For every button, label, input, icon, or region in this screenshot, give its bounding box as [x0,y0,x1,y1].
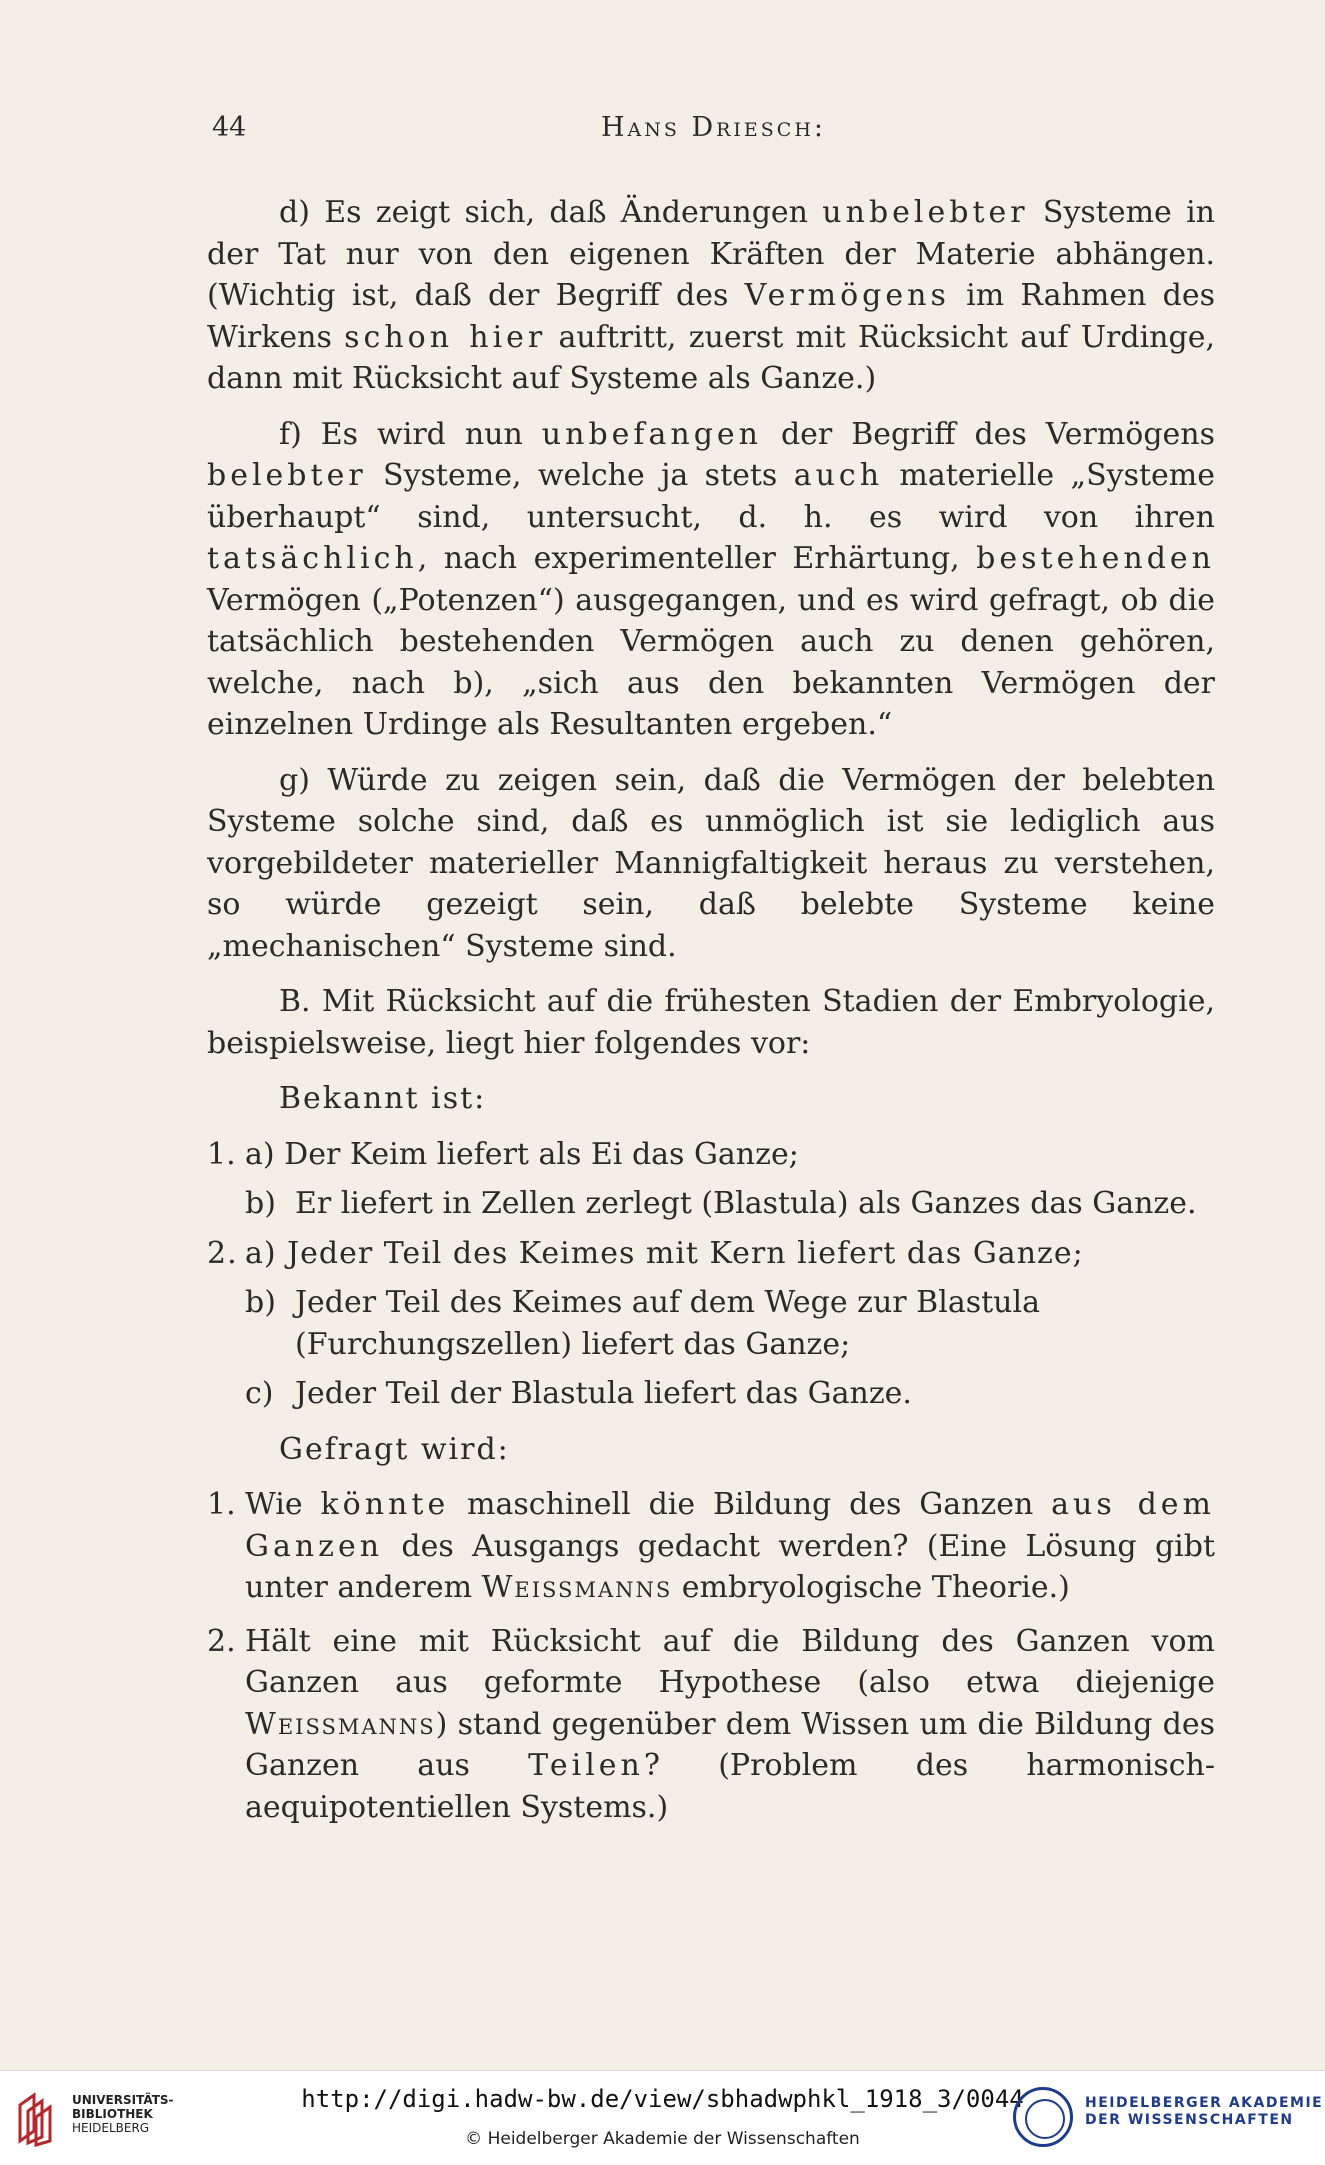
text-run: d) Es zeigt sich, daß Änderungen [279,195,823,230]
spaced-emphasis: unbelebter [822,195,1029,230]
known-heading: Bekannt ist: [279,1081,487,1116]
item-text: Jeder Teil des Keimes mit Kern liefert das Ganze; [287,1235,1084,1271]
item-letter: a) [245,1136,285,1172]
known-list [207,1134,1215,1415]
text-run: embryologische Theorie.) [672,1570,1070,1605]
item-letter: b) [245,1285,276,1320]
text-run: Systeme in der Tat nur von den eigenen Kräften der Materie abhängen. (Wichtig ist, daß der Begriff des [207,195,1215,313]
text-run: der Begriff des Vermögens [762,416,1215,452]
text-run: g) Würde zu zeigen sein, daß die Vermögen der belebten Systeme solche sind, daß es unmöglich ist sie lediglich aus vorgebildeter materieller Mannigfaltigkeit heraus zu verstehen, so würde gezeigt sein, daß belebte Systeme keine „mechanischen“ Systeme sind. [207,762,1215,964]
text-run: materielle „Systeme überhaupt“ sind, untersucht, d. h. es wird von ihren [207,458,1216,535]
item-number: 2. [207,1235,238,1271]
item-number: 1. [207,1136,236,1172]
text-run: , nach experimenteller Erhärtung, [417,541,977,576]
paragraph-g [207,760,1215,968]
viewer-footer [0,2070,1325,2165]
academy-name: HEIDELBERGER AKADEMIE DER WISSENSCHAFTEN [1085,2095,1324,2128]
asked-item [207,1484,1215,1609]
text-run: Systeme, welche ja stets [366,458,794,493]
spaced-emphasis: bestehenden [976,541,1215,576]
paragraph-f [207,414,1215,746]
running-header [212,112,1215,152]
running-title: Hans Driesch: [600,112,827,143]
spaced-emphasis: aus dem Ganzen [245,1487,1215,1564]
permalink-url[interactable]: http://digi.hadw-bw.de/view/sbhadwphkl_1918_3/0044 [301,2085,1024,2113]
item-letter: b) [245,1186,276,1221]
known-item [207,1233,1215,1275]
spaced-emphasis: tatsächlich [207,541,418,576]
spaced-emphasis: auch [793,458,884,493]
text-run: maschinell die Bildung des Ganzen [449,1487,1052,1522]
text-run: Vermögen („Potenzen“) ausgegangen, und es wird gefragt, ob die tatsächlich bestehenden Vermögen auch zu denen gehören, welche, nach b), „sich aus den bekannten Vermögen der einzelnen Urdinge als Resultanten ergeben.“ [207,582,1215,742]
spaced-emphasis: könnte [320,1487,450,1522]
item-text: Er liefert in Zellen zerlegt (Blastula) als Ganzes das Ganze. [295,1186,1197,1221]
text-run: Hält eine mit Rücksicht auf die Bildung des Ganzen vom Ganzen aus geformte Hypothese (also etwa diejenige [245,1623,1215,1700]
body-text [207,192,1215,1840]
text-run: auftritt, zuerst mit Rücksicht auf Urdinge, dann mit Rücksicht auf Systeme als Ganze.) [207,319,1215,396]
known-item [207,1373,1215,1415]
academy-logo[interactable] [1013,2087,1324,2151]
text-run: des Ausgangs gedacht werden? (Eine Lösung gibt unter anderem [245,1528,1215,1605]
spaced-emphasis: unbefangen [541,416,762,452]
item-text: Der Keim liefert als Ei das Ganze; [284,1136,799,1172]
known-item [207,1282,1215,1365]
spaced-emphasis: schon hier [344,319,547,355]
text-run: f) Es wird nun [279,416,542,452]
small-caps-name: Weissmanns [481,1570,673,1605]
page-number: 44 [212,112,247,143]
academy-seal-icon [1013,2087,1073,2147]
copyright-notice: © Heidelberger Akademie der Wissenschaften [465,2129,860,2149]
spaced-emphasis: Teilen [528,1748,644,1783]
spaced-emphasis: belebter [207,458,367,493]
paragraph-b [207,981,1215,1064]
text-run: im Rahmen des Wirkens [207,278,1216,355]
known-item [207,1134,1215,1176]
asked-heading: Gefragt wird: [279,1431,510,1467]
text-run: B. Mit Rücksicht auf die frühesten Stadien der Embryologie, beispielsweise, liegt hier folgendes vor: [207,984,1215,1061]
item-letter: c) [245,1376,274,1411]
text-run: ? (Problem des harmonisch-aequipotentiellen Systems.) [245,1748,1215,1825]
known-item [207,1183,1215,1225]
item-number: 2. [207,1623,236,1659]
item-number: 1. [207,1487,236,1522]
item-text: Jeder Teil des Keimes auf dem Wege zur Blastula (Furchungszellen) liefert das Ganze; [295,1285,1040,1362]
item-text: Jeder Teil der Blastula liefert das Ganze. [295,1376,912,1411]
library-name: UNIVERSITÄTS- BIBLIOTHEK HEIDELBERG [72,2093,174,2135]
paragraph-d [207,192,1215,400]
item-letter: a) [245,1235,288,1271]
small-caps-name: Weissmanns [245,1706,436,1742]
text-run: Wie [245,1487,321,1522]
text-run: ) stand gegenüber dem Wissen um die Bildung des Ganzen aus [245,1706,1215,1783]
spaced-emphasis: Vermögens [744,278,950,313]
asked-list [207,1484,1215,1828]
asked-item [207,1621,1215,1829]
